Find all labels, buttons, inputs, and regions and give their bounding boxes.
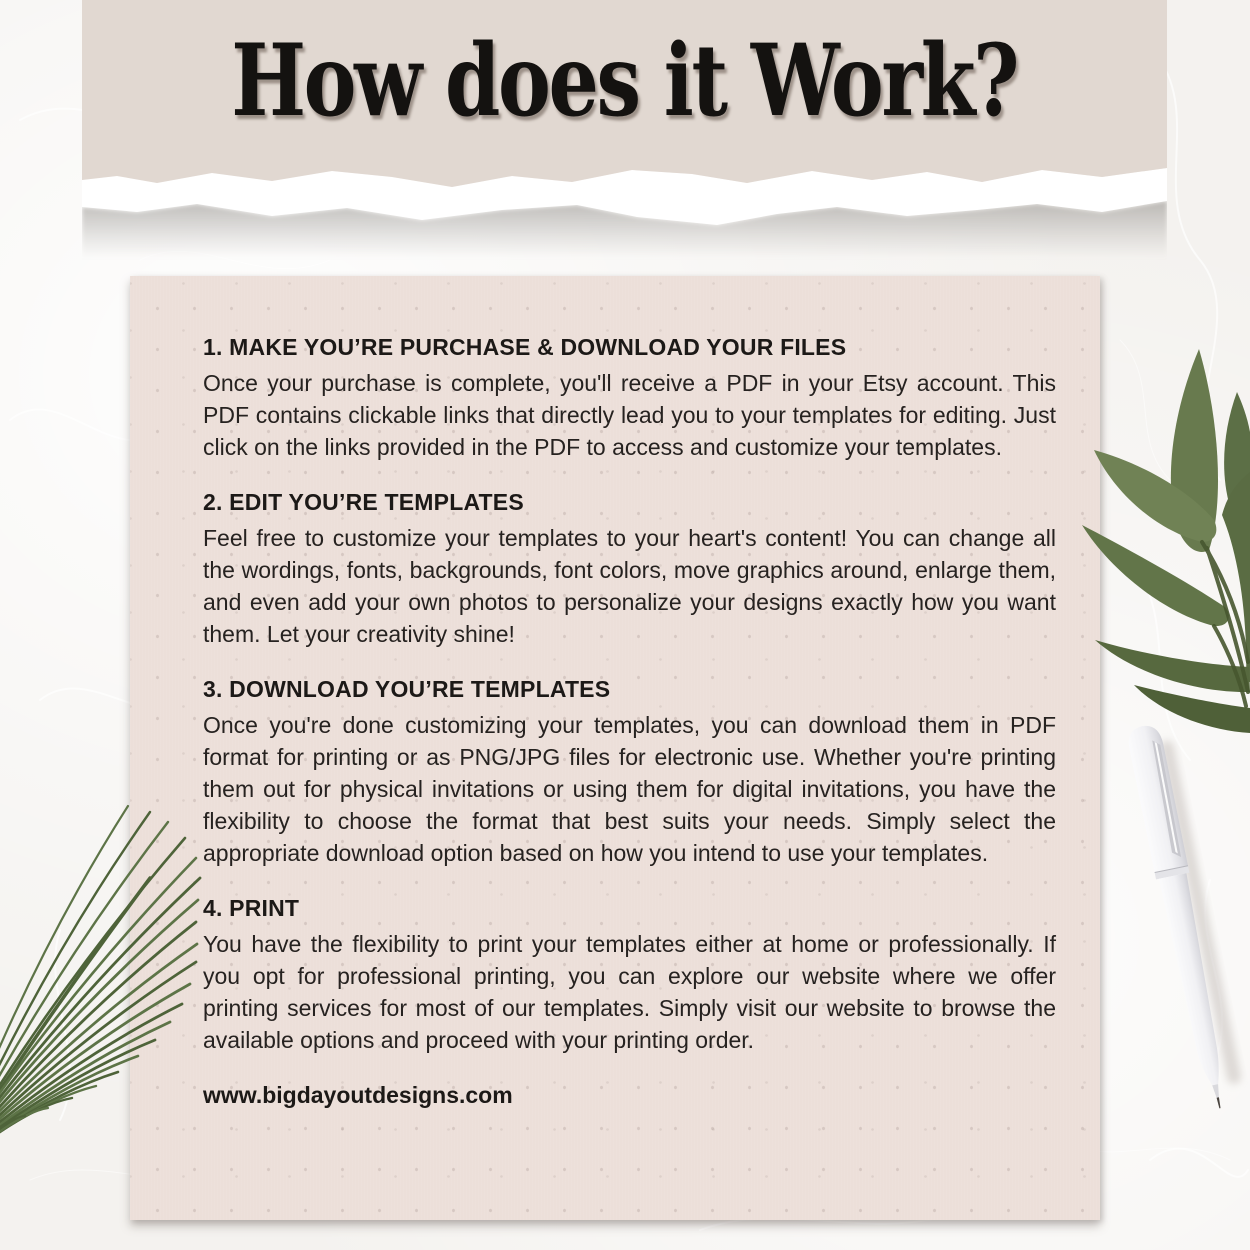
step-2-body: Feel free to customize your templates to your heart's content! You can change all the wordings, fonts, backgrounds, font colors, move graphics around, enlarge them, and even add your own photos to personalize your designs exactly how you want them. Let your creativity shine! [203, 525, 1056, 647]
page-title: How does it Work? [231, 23, 1018, 139]
instruction-card [130, 276, 1100, 1220]
step-4-section [203, 894, 1056, 1056]
step-2-section [203, 488, 1056, 650]
step-3-body: Once you're done customizing your templates, you can download them in PDF format for printing or as PNG/JPG files for electronic use. Whether you're printing them out for physical invitations or using them for digital invitations, you have the flexibility to choose the format that best suits your needs. Simply select the appropriate download option based on how you intend to use your templates. [203, 712, 1056, 866]
step-4-body: You have the flexibility to print your templates either at home or professionally. If you opt for professional printing, you can explore our website where we offer printing services for most of our templates. Simply visit our website to browse the available options and proceed with your printing order. [203, 931, 1056, 1053]
step-1-heading: 1. MAKE YOU’RE PURCHASE & DOWNLOAD YOUR FILES [203, 334, 847, 360]
palm-frond-icon [0, 780, 240, 1160]
instruction-card-content [130, 276, 1100, 1109]
step-3-section [203, 675, 1056, 869]
green-leaves-icon [1055, 320, 1250, 740]
website-url: www.bigdayoutdesigns.com [203, 1082, 513, 1108]
step-3-heading: 3. DOWNLOAD YOU’RE TEMPLATES [203, 676, 611, 702]
step-4-heading: 4. PRINT [203, 895, 300, 921]
pen-icon [1020, 700, 1250, 1150]
step-2-heading: 2. EDIT YOU’RE TEMPLATES [203, 489, 524, 515]
torn-paper-banner [82, 0, 1167, 260]
step-1-section [203, 333, 1056, 463]
step-1-body: Once your purchase is complete, you'll receive a PDF in your Etsy account. This PDF contains clickable links that directly lead you to your templates for editing. Just click on the links provided in the PDF to access and customize your templates. [203, 370, 1056, 460]
